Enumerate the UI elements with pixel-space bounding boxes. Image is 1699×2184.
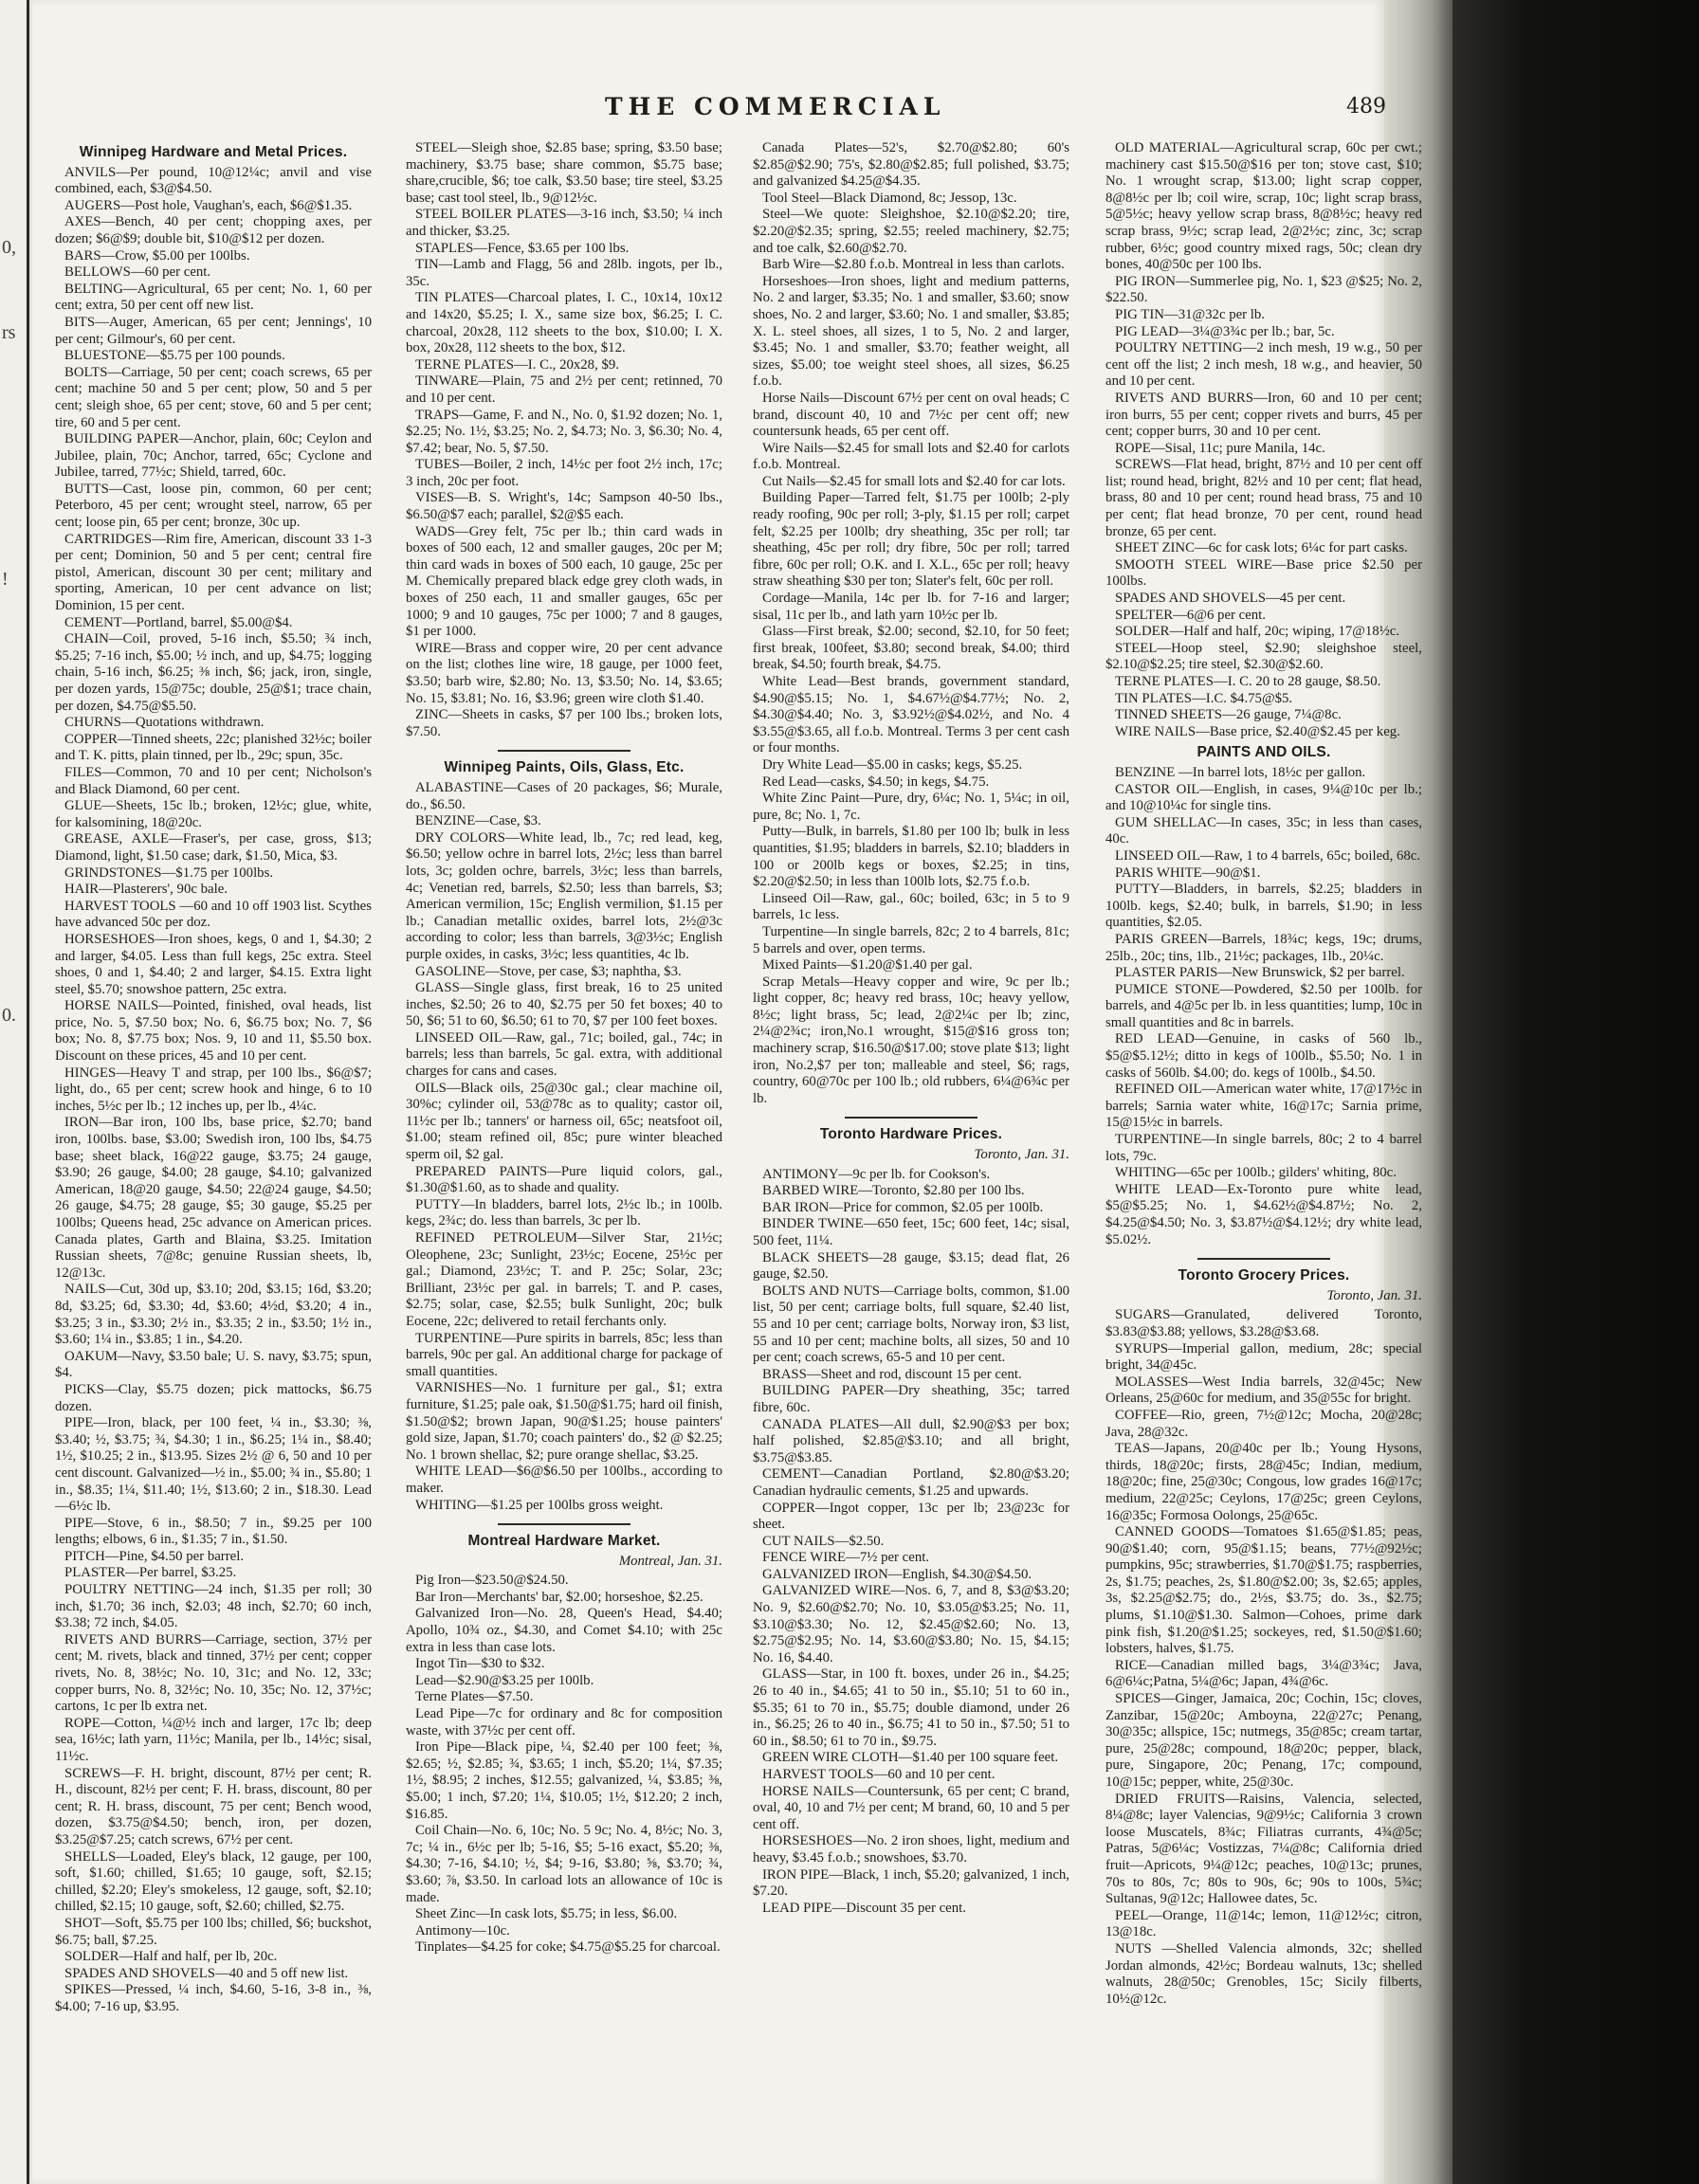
price-entry: Barb Wire—$2.80 f.o.b. Montreal in less than carlots.	[762, 257, 1065, 273]
column-1	[55, 140, 372, 2016]
price-entry: VARNISHES—No. 1 furniture per gal., $1; extra furniture, $1.25; pale oak, $1.50@$1.75; hard oil finish, $1.50@$2; brown Japan, 90@$1.25; house painters' gold size, Japan, $1.70; coach painters' do., $2 @ $2.25; No. 1 brown shellac, $2; pure orange shellac, $3.25.	[406, 1380, 722, 1463]
price-entry: MOLASSES—West India barrels, 32@45c; New Orleans, 25@60c for medium, and 35@55c for bright.	[1105, 1374, 1422, 1407]
column-2	[406, 140, 722, 1956]
price-entry: Mixed Paints—$1.20@$1.40 per gal.	[762, 957, 973, 974]
price-entry: TINWARE—Plain, 75 and 2½ per cent; retinned, 70 and 10 per cent.	[406, 373, 722, 406]
price-entry: DRY COLORS—White lead, lb., 7c; red lead, keg, $6.50; yellow ochre in barrel lots, 2½c; less than barrel lots, 3c; golden ochre, barrels, 3½c; less than barrels, 4c; Venetian red, barrels, $2.50; less than barrels, $3; American vermilion, 15c; English vermilion, $1.15 per lb.; Canadian metallic oxides, barrel lots, 2½@3c according to color; less than barrels, 3@3½c; English purple oxides, in casks, 3½c; less quantities, 4c lb.	[406, 829, 722, 962]
price-entry: HARVEST TOOLS—60 and 10 per cent.	[762, 1767, 996, 1782]
price-entry: BAR IRON—Price for common, $2.05 per 100lb.	[762, 1199, 1044, 1215]
section-heading: Toronto Hardware Prices.	[819, 1126, 1003, 1143]
price-entry: Horseshoes—Iron shoes, light and medium patterns, No. 2 and larger, $3.35; No. 1 and smaller, $3.60; snow shoes, No. 2 and larger, $3.60; No. 1 and smaller, $3.85; X. L. steel shoes, all sizes, 1 to 5, No. 2 and larger, $3.45; No. 1 and smaller, $3.70; feather weight, all sizes, $5.00; toe weight steel shoes, all sizes, $6.25 f.o.b.	[753, 273, 1069, 390]
price-entry: RICE—Canadian milled bags, 3¼@3¾c; Java, 6@6¼c;Patna, 5¼@6c; Japan, 4¾@6c.	[1105, 1657, 1422, 1690]
price-entry: Steel—We quote: Sleighshoe, $2.10@$2.20; tire, $2.20@$2.35; spring, $2.55; reeled machinery, $2.75; and toe calk, $2.60@$2.70.	[753, 207, 1069, 256]
price-entry: REFINED OIL—American water white, 17@17½c in barrels; Sarnia water white, 16@17c; Sarnia prime, 15@15½c in barrels.	[1105, 1082, 1422, 1131]
price-entry: PUMICE STONE—Powdered, $2.50 per 100lb. for barrels, and 4@5c per lb. in less quantities; lump, 10c in small quantities and 8c in barrels.	[1105, 981, 1422, 1030]
price-entry: BENZINE—Case, $3.	[415, 813, 541, 829]
price-list	[406, 1573, 722, 1956]
price-entry: Building Paper—Tarred felt, $1.75 per 100lb; 2-ply ready roofing, 90c per roll; 3-ply, $1.15 per roll; carpet felt, $2.25 per 100lb; dry sheathing, 35c per roll; tar sheathing, 45c per roll; dry fibre, 50c per roll; tarred fibre, 60c per roll; O.K. and I. X.L., 65c per roll; heavy straw sheathing $30 per ton; Slater's felt, 60c per roll.	[753, 490, 1069, 590]
price-entry: TUBES—Boiler, 2 inch, 14½c per foot 2½ inch, 17c; 3 inch, 20c per foot.	[406, 457, 722, 489]
adjacent-glyph: !	[2, 569, 9, 590]
price-entry: GLASS—Star, in 100 ft. boxes, under 26 in., $4.25; 26 to 40 in., $4.65; 41 to 50 in., $5.10; 51 to 60 in., $5.35; 61 to 70 in., $5.75; double diamond, under 26 in., $6.25; 26 to 40 in., $6.75; 41 to 50 in., $7.50; 51 to 60 in., $8.50; 61 to 70 in., $9.75.	[753, 1666, 1069, 1749]
price-entry: Lead Pipe—7c for ordinary and 8c for composition waste, with 37½c per cent off.	[406, 1706, 722, 1738]
price-entry: BUTTS—Cast, loose pin, common, 60 per cent; Peterboro, 45 per cent; wrought steel, narrow, 65 per cent; loose pin, 65 per cent; bronze, 30c up.	[55, 481, 372, 531]
price-entry: WHITING—$1.25 per 100lbs gross weight.	[415, 1497, 664, 1513]
price-entry: CARTRIDGES—Rim fire, American, discount 33 1-3 per cent; Dominion, 50 and 5 per cent; central fire pistol, American, discount 30 per cent; military and sporting, American, 10 per cent advance on list; Dominion, 15 per cent.	[55, 531, 372, 614]
price-entry: Red Lead—casks, $4.50; in kegs, $4.75.	[762, 774, 990, 790]
price-entry: ANVILS—Per pound, 10@12¼c; anvil and vise combined, each, $3@$4.50.	[55, 164, 372, 197]
price-entry: BELLOWS—60 per cent.	[64, 264, 211, 281]
price-entry: Sheet Zinc—In cask lots, $5.75; in less, $6.00.	[415, 1906, 678, 1922]
price-entry: GRINDSTONES—$1.75 per 100lbs.	[64, 864, 274, 881]
price-entry: Linseed Oil—Raw, gal., 60c; boiled, 63c; in 5 to 9 barrels, 1c less.	[753, 890, 1069, 923]
price-entry: TIN—Lamb and Flagg, 56 and 28lb. ingots, per lb., 35c.	[406, 257, 722, 289]
price-entry: SPADES AND SHOVELS—45 per cent.	[1115, 591, 1346, 607]
adjacent-glyph: rs	[2, 322, 16, 343]
adjacent-glyph: 0,	[2, 237, 16, 258]
section-heading: Winnipeg Hardware and Metal Prices.	[79, 144, 348, 160]
price-entry: CEMENT—Portland, barrel, $5.00@$4.	[64, 614, 293, 630]
price-entry: HORSESHOES—No. 2 iron shoes, light, medium and heavy, $3.45 f.o.b.; snowshoes, $3.70.	[753, 1833, 1069, 1866]
price-entry: WIRE NAILS—Base price, $2.40@$2.45 per keg.	[1115, 723, 1400, 739]
price-entry: GUM SHELLAC—In cases, 35c; in less than cases, 40c.	[1105, 814, 1422, 847]
price-entry: Turpentine—In single barrels, 82c; 2 to 4 barrels, 81c; 5 barrels and over, open terms.	[753, 923, 1069, 956]
price-entry: SPELTER—6@6 per cent.	[1115, 607, 1266, 623]
price-entry: BLUESTONE—$5.75 per 100 pounds.	[64, 348, 285, 364]
price-entry: HAIR—Plasterers', 90c bale.	[64, 882, 228, 898]
price-entry: STEEL BOILER PLATES—3-16 inch, $3.50; ¼ inch and thicker, $3.25.	[406, 207, 722, 239]
price-entry: BOLTS AND NUTS—Carriage bolts, common, $1.00 list, 50 per cent; carriage bolts, full square, $2.40 list, 55 and 10 per cent; carriage bolts, Norway iron, $3 list, 55 and 10 per cent; machine bolts, all sizes, 50 and 10 per cent; coach screws, 65-5 and 10 per cent.	[753, 1283, 1069, 1366]
price-entry: REFINED PETROLEUM—Silver Star, 21½c; Oleophene, 23c; Sunlight, 23½c; Eocene, 25½c per gal.; Diamond, 23½c; T. and P. 25c; Solar, 23c; Brilliant, 23½c per gal. in barrels; T. and P. cases, $2.75; solar, case, $2.55; bulk Sunlight, 20c; bulk Eocene, 22c; delivered to retail ferchants only.	[406, 1230, 722, 1329]
price-entry: PARIS GREEN—Barrels, 18¾c; kegs, 19c; drums, 25lb., 20c; tins, 1lb., 21½c; packages, 1lb., 20¼c.	[1105, 931, 1422, 964]
price-list	[406, 140, 722, 740]
price-entry: ROPE—Sisal, 11c; pure Manila, 14c.	[1115, 440, 1325, 456]
section-heading: PAINTS AND OILS.	[1197, 744, 1331, 761]
price-entry: TURPENTINE—Pure spirits in barrels, 85c; less than barrels, 90c per gal. An additional charge for package of small quantities.	[406, 1330, 722, 1379]
price-entry: Putty—Bulk, in barrels, $1.80 per 100 lb; bulk in less quantities, $1.95; bladders in barrels, $2.10; bladders in 100 or 200lb kegs or boxes, $2.25; in tins, $2.20@$2.50; in less than 100lb lots, $2.75 f.o.b.	[753, 824, 1069, 890]
price-entry: OLD MATERIAL—Agricultural scrap, 60c per cwt.; machinery cast $15.50@$16 per ton; stove cast, $10; No. 1 wrought scrap, $13.00; light scrap copper, 8@8½c per lb; coil wire, scrap, 10c; light scrap brass, 5@5½c; heavy yellow scrap brass, 8@8½c; heavy red scrap brass, 9½c; scrap lead, 2@2½c; zinc, 3c; scrap rubber, 6½c; good country mixed rags, 50c; clean dry bones, 40@50c per 100 lbs.	[1105, 140, 1422, 273]
price-entry: Dry White Lead—$5.00 in casks; kegs, $5.25.	[762, 756, 1023, 773]
price-entry: SCREWS—Flat head, bright, 87½ and 10 per cent off list; round head, bright, 82½ and 10 per cent; flat head, brass, 80 and 10 per cent; round head brass, 75 and 10 per cent; flat head bronze, 70 per cent, round head bronze, 65 per cent.	[1105, 457, 1422, 539]
price-entry: VISES—B. S. Wright's, 14c; Sampson 40-50 lbs., $6.50@$7 each; parallel, $2@$5 each.	[406, 490, 722, 523]
price-entry: TURPENTINE—In single barrels, 80c; 2 to 4 barrel lots, 79c.	[1105, 1132, 1422, 1164]
price-entry: PIPE—Iron, black, per 100 feet, ¼ in., $3.30; ⅜, $3.40; ½, $3.75; ¾, $4.30; 1 in., $6.25; 1¼ in., $8.40; 1½, $10.25; 2 in., $13.95. Sizes 2½ @ 6, 50 and 10 per cent discount. Galvanized—½ in., $5.00; ¾ in., $5.80; 1 in., $8.35; 1¼, $11.40; 1½, $13.60; 2 in., $18.30. Lead—6½c lb.	[55, 1415, 372, 1515]
price-entry: Antimony—10c.	[415, 1922, 510, 1938]
price-entry: TRAPS—Game, F. and N., No. 0, $1.92 dozen; No. 1, $2.25; No. 1½, $3.25; No. 2, $4.73; No. 3, $6.30; No. 4, $7.42; bear, No. 5, $7.50.	[406, 407, 722, 456]
price-entry: BINDER TWINE—650 feet, 15c; 600 feet, 14c; sisal, 500 feet, 11¼.	[753, 1216, 1069, 1248]
page-number: 489	[1346, 95, 1386, 118]
price-entry: HARVEST TOOLS —60 and 10 off 1903 list. Scythes have advanced 50c per doz.	[55, 898, 372, 931]
price-entry: PIG LEAD—3¼@3¾c per lb.; bar, 5c.	[1115, 323, 1335, 339]
price-entry: BARBED WIRE—Toronto, $2.80 per 100 lbs.	[762, 1183, 1025, 1199]
price-entry: PLASTER—Per barrel, $3.25.	[64, 1565, 237, 1581]
price-entry: GLUE—Sheets, 15c lb.; broken, 12½c; glue, white, for kalsomining, 18@20c.	[55, 798, 372, 830]
price-entry: CHAIN—Coil, proved, 5-16 inch, $5.50; ¾ inch, $5.25; 7-16 inch, $5.00; ½ inch, and up, $4.75; logging chain, 5-16 inch, $6.25; ⅜ inch, $6; jack, iron, single, per dozen yards, 15@75c; double, 25@$1; trace chain, per dozen, $4.75@$5.50.	[55, 631, 372, 714]
price-entry: ZINC—Sheets in casks, $7 per 100 lbs.; broken lots, $7.50.	[406, 707, 722, 739]
price-entry: Ingot Tin—$30 to $32.	[415, 1656, 545, 1672]
price-entry: HINGES—Heavy T and strap, per 100 lbs., $6@$7; light, do., 65 per cent; screw hook and hinge, 6 to 10 inches, 5½c per lb.; 12 inches up, per lb., 4¼c.	[55, 1065, 372, 1114]
price-entry: OAKUM—Navy, $3.50 bale; U. S. navy, $3.75; spun, $4.	[55, 1348, 372, 1381]
price-list	[55, 165, 372, 2016]
price-entry: GREEN WIRE CLOTH—$1.40 per 100 square feet.	[762, 1750, 1059, 1766]
price-entry: PREPARED PAINTS—Pure liquid colors, gal., $1.30@$1.60, as to shade and quality.	[406, 1163, 722, 1196]
price-entry: SPICES—Ginger, Jamaica, 20c; Cochin, 15c; cloves, Zanzibar, 15@20c; Amboyna, 22@27c; Penang, 30@35c; allspice, 15c; nutmegs, 35@85c; cream tartar, pure, 25@28c; compound, 18@20c; pepper, black, pure, Singapore, 20c; Penang, 17c; compound, 10@15c; pepper, white, 25@30c.	[1105, 1691, 1422, 1790]
column-3	[753, 140, 1069, 1917]
price-entry: SMOOTH STEEL WIRE—Base price $2.50 per 100lbs.	[1105, 556, 1422, 590]
price-entry: SPIKES—Pressed, ¼ inch, $4.60, 5-16, 3-8 in., ⅜, $4.00; 7-16 up, $3.95.	[55, 1982, 372, 2014]
price-entry: STEEL—Sleigh shoe, $2.85 base; spring, $3.50 base; machinery, $3.75 base; share common, $5.75 base; share,crucible, $6; toe calk, $3.50 base; tire steel, $3.25 base; cast tool steel, lb., 9@12½c.	[406, 140, 722, 206]
price-entry: NAILS—Cut, 30d up, $3.10; 20d, $3.15; 16d, $3.20; 8d, $3.25; 6d, $3.30; 4d, $3.60; 4½d, $3.20; 4 in., $3.25; 3 in., $3.30; 2½ in., $3.35; 2 in., $3.50; 1½ in., $3.60; 1¼ in., $3.85; 1 in., $4.20.	[55, 1282, 372, 1348]
price-entry: PUTTY—Bladders, in barrels, $2.25; bladders in 100lb. kegs, $2.40; bulk, in barrels, $1.90; in less quantities, $2.05.	[1105, 882, 1422, 931]
section-divider	[498, 1523, 630, 1525]
price-entry: PEEL—Orange, 11@14c; lemon, 11@12½c; citron, 13@18c.	[1105, 1907, 1422, 1940]
price-entry: TIN PLATES—I.C. $4.75@$5.	[1115, 690, 1293, 706]
price-entry: PARIS WHITE—90@$1.	[1115, 864, 1261, 881]
price-entry: Glass—First break, $2.00; second, $2.10, for 50 feet; first break, 100feet, $3.80; second break, $4.00; third break, $4.50; fourth break, $4.75.	[753, 624, 1069, 673]
price-entry: SHOT—Soft, $5.75 per 100 lbs; chilled, $6; buckshot, $6.75; ball, $7.25.	[55, 1915, 372, 1948]
price-entry: SOLDER—Half and half, per lb, 20c.	[64, 1949, 278, 1965]
price-entry: WADS—Grey felt, 75c per lb.; thin card wads in boxes of 500 each, 12 and smaller gauges, 20c per M; thin card wads in boxes of 500 each, 10 gauge, 25c per M. Chemically prepared black edge grey cloth wads, in boxes of 250 each, 11 and smaller gauges, 65c per 1000; 9 and 10 gauges, 75c per 1000; 7 and 8 gauges, $1 per 1000.	[406, 523, 722, 640]
price-entry: AUGERS—Post hole, Vaughan's, each, $6@$1.35.	[64, 197, 353, 213]
price-entry: IRON—Bar iron, 100 lbs, base price, $2.70; band iron, 100lbs. base, $3.00; Swedish iron, 100 lbs, $4.75 base; sheet black, 16@22 gauge, $3.75; 24 gauge, $3.90; 26 gauge, $4.00; 28 gauge, $4.10; galvanized American, 18@20 gauge, $4.50; 22@24 gauge, $4.50; 26 gauge, $4.75; 28 gauge, $5; 30 gauge, $5.25 per 100lbs; Queens head, 25c advance on American prices. Canada plates, Garth and Blaina, $3.25. Imitation Russian sheets, 7@8c; genuine Russian sheets, lb, 12@13c.	[55, 1115, 372, 1281]
price-entry: ROPE—Cotton, ¼@½ inch and larger, 17c lb; deep sea, 16½c; lath yarn, 11½c; Manila, per lb., 14½c; sisal, 11½c.	[55, 1715, 372, 1764]
section-divider	[498, 750, 630, 752]
section-heading: Winnipeg Paints, Oils, Glass, Etc.	[444, 759, 685, 776]
price-entry: ANTIMONY—9c per lb. for Cookson's.	[762, 1166, 991, 1182]
section-divider	[845, 1117, 977, 1119]
price-entry: Tinplates—$4.25 for coke; $4.75@$5.25 for charcoal.	[415, 1939, 721, 1956]
price-entry: BARS—Crow, $5.00 per 100lbs.	[64, 247, 250, 264]
price-entry: Terne Plates—$7.50.	[415, 1689, 534, 1705]
price-entry: GASOLINE—Stove, per case, $3; naphtha, $3.	[415, 963, 682, 979]
price-entry: BUILDING PAPER—Anchor, plain, 60c; Ceylon and Jubilee, plain, 70c; Anchor, tarred, 65c; Cyclone and Jubilee, tarred, 77½c; Shield, tarred, 60c.	[55, 431, 372, 481]
price-entry: PITCH—Pine, $4.50 per barrel.	[64, 1548, 245, 1564]
price-entry: SHEET ZINC—6c for cask lots; 6¼c for part casks.	[1115, 540, 1408, 556]
price-entry: TERNE PLATES—I. C. 20 to 28 gauge, $8.50.	[1115, 674, 1381, 689]
price-entry: Horse Nails—Discount 67½ per cent on oval heads; C brand, discount 40, 10 and 7½c per cent off; new countersunk heads, 65 per cent off.	[753, 390, 1069, 440]
price-entry: HORSE NAILS—Countersunk, 65 per cent; C brand, oval, 40, 10 and 7½ per cent; M brand, 60, 10 and 5 per cent off.	[753, 1783, 1069, 1832]
price-entry: BUILDING PAPER—Dry sheathing, 35c; tarred fibre, 60c.	[753, 1383, 1069, 1415]
price-entry: SUGARS—Granulated, delivered Toronto, $3.83@$3.88; yellows, $3.28@$3.68.	[1105, 1307, 1422, 1339]
price-entry: GALVANIZED WIRE—Nos. 6, 7, and 8, $3@$3.20; No. 9, $2.60@$2.70; No. 10, $3.05@$3.25; No. 11, $3.10@$3.30; No. 12, $2.45@$2.60; No. 13, $2.75@$2.95; No. 14, $3.60@$3.80; No. 15, $4.15; No. 16, $4.40.	[753, 1583, 1069, 1665]
price-entry: OILS—Black oils, 25@30c gal.; clear machine oil, 30%c; cylinder oil, 53@78c as to quality; castor oil, 11½c per lb.; tanners' or harness oil, 65c; neatsfoot oil, $1.00; steam refined oil, 85c; pure winter bleached sperm oil, $2 gal.	[406, 1080, 722, 1163]
price-entry: GREASE, AXLE—Fraser's, per case, gross, $13; Diamond, light, $1.50 case; dark, $1.50, Mica, $3.	[55, 831, 372, 864]
price-entry: BLACK SHEETS—28 gauge, $3.15; dead flat, 26 gauge, $2.50.	[753, 1249, 1069, 1283]
price-list	[753, 140, 1069, 1107]
price-list	[753, 1167, 1069, 1918]
price-entry: BELTING—Agricultural, 65 per cent; No. 1, 60 per cent; extra, 50 per cent off new list.	[55, 281, 372, 314]
price-entry: COPPER—Ingot copper, 13c per lb; 23@23c for sheet.	[753, 1500, 1069, 1533]
price-entry: Wire Nails—$2.45 for small lots and $2.40 for carlots f.o.b. Montreal.	[753, 440, 1069, 473]
price-entry: Cordage—Manila, 14c per lb. for 7-16 and larger; sisal, 11c per lb., and lath yarn 10½c per lb.	[753, 591, 1069, 623]
price-entry: RED LEAD—Genuine, in casks of 560 lb., $5@$5.12½; ditto in kegs of 100lb., $5.50; No. 1 in casks of 560lb. $4.00; do. kegs of 100lb., $4.50.	[1105, 1031, 1422, 1081]
price-entry: CANADA PLATES—All dull, $2.90@$3 per box; half polished, $2.85@$3.10; and all bright, $3.75@$3.85.	[753, 1416, 1069, 1465]
price-entry: Pig Iron—$23.50@$24.50.	[415, 1573, 569, 1589]
price-entry: ALABASTINE—Cases of 20 packages, $6; Murale, do., $6.50.	[406, 779, 722, 812]
price-entry: PIG TIN—31@32c per lb.	[1115, 306, 1266, 322]
page-header	[32, 93, 1384, 131]
running-title: THE COMMERCIAL	[605, 93, 946, 120]
price-list	[406, 780, 722, 1514]
price-entry: DRIED FRUITS—Raisins, Valencia, selected, 8¼@8c; layer Valencias, 9@9½c; California 3 crown loose Muscatels, 8¾c; Filiatras currants, 4¾@5c; Patras, 5@6¼c; Vostizzas, 7¼@8c; California dried fruit—Apricots, 9¼@12c; peaches, 10@13c; prunes, 70s to 80s, 7c; 80s to 90s, 6c; 90s to 100s, 5¾c; Sultanas, 9@12c; Hallowee dates, 5c.	[1105, 1791, 1422, 1907]
price-entry: NUTS —Shelled Valencia almonds, 32c; shelled Jordan almonds, 42½c; Bordeau walnuts, 13c; shelled walnuts, 28@50c; Grenobles, 15c; Sicily filberts, 10½@12c.	[1105, 1940, 1422, 2007]
price-list	[1105, 765, 1422, 1248]
section-heading: Toronto Grocery Prices.	[1178, 1267, 1350, 1284]
price-entry: TINNED SHEETS—26 gauge, 7¼@8c.	[1115, 707, 1342, 723]
price-entry: SPADES AND SHOVELS—40 and 5 off new list.	[64, 1965, 349, 1981]
price-entry: CASTOR OIL—English, in cases, 9¼@10c per lb.; and 10@10¼c for single tins.	[1105, 781, 1422, 814]
price-entry: LEAD PIPE—Discount 35 per cent.	[762, 1900, 966, 1916]
price-entry: HORSESHOES—Iron shoes, kegs, 0 and 1, $4.30; 2 and larger, $4.05. Less than full kegs, 25c extra. Steel shoes, 0 and 1, $4.40; 2 and larger, $4.15. Extra light steel, $5.70; snowshoe pattern, 25c extra.	[55, 931, 372, 997]
price-entry: LINSEED OIL—Raw, 1 to 4 barrels, 65c; boiled, 68c.	[1115, 847, 1421, 864]
price-entry: AXES—Bench, 40 per cent; chopping axes, per dozen; $6@$9; double bit, $10@$12 per dozen.	[55, 214, 372, 246]
price-entry: White Lead—Best brands, government standard, $4.90@$5.15; No. 1, $4.67½@$4.77½; No. 2, $4.30@$4.40; No. 3, $3.92½@$4.02½, and No. 4 $3.55@$3.65, all f.o.b. Montreal. Terms 3 per cent cash or four months.	[753, 674, 1069, 756]
price-entry: CANNED GOODS—Tomatoes $1.65@$1.85; peas, 90@$1.40; corn, 95@$1.15; beans, 77½@92½c; pumpkins, 95c; strawberries, $1.70@$1.75; raspberries, 2s, $1.75; peaches, 2s, $1.80@$2.00; 3s, $2.65; apples, 3s, $2.25@$2.75; do., 2½s, $3.75; do. 3s., $2.75; plums, $1.10@$1.30. Salmon—Cohoes, prime dark pink fish, $1.20@$1.25; sockeyes, red, $1.50@$1.60; lobsters, halves, $1.75.	[1105, 1524, 1422, 1657]
price-entry: Galvanized Iron—No. 28, Queen's Head, $4.40; Apollo, 10¾ oz., $4.30, and Comet $4.10; with 25c extra in less than case lots.	[406, 1606, 722, 1655]
dateline: Toronto, Jan. 31.	[1326, 1287, 1422, 1303]
price-entry: TIN PLATES—Charcoal plates, I. C., 10x14, 10x12 and 14x20, $5.25; I. X., same size box, $6.25; I. C. charcoal, 20x28, 112 sheets to the box, $10.00; I. X. box, 20x28, 112 sheets to the box, $12.	[406, 290, 722, 356]
price-entry: White Zinc Paint—Pure, dry, 6¼c; No. 1, 5¼c; in oil, pure, 8c; No. 1, 7c.	[753, 791, 1069, 823]
column-4	[1105, 140, 1422, 2008]
price-entry: GLASS—Single glass, first break, 16 to 25 united inches, $2.50; 26 to 40, $2.75 per 50 fet boxes; 40 to 50, $6; 51 to 60, $6.50; 61 to 70, $7 per 100 feet boxes.	[406, 980, 722, 1029]
price-entry: CUT NAILS—$2.50.	[762, 1533, 885, 1549]
section-divider	[1197, 1258, 1330, 1260]
price-entry: TEAS—Japans, 20@40c per lb.; Young Hysons, thirds, 18@20c; firsts, 28@45c; Indian, medium, 18@20c; fine, 25@30c; Congous, low grades 16@17c; medium, 22@25c; Ceylons, 17@25c; green Ceylons, 16@35c; Formosa Oolongs, 25@65c.	[1105, 1441, 1422, 1523]
price-entry: GALVANIZED IRON—English, $4.30@$4.50.	[762, 1566, 1032, 1582]
adjacent-glyph: 0.	[2, 1005, 16, 1026]
price-entry: Cut Nails—$2.45 for small lots and $2.40 for car lots.	[762, 473, 1066, 489]
price-entry: Lead—$2.90@$3.25 per 100lb.	[415, 1672, 594, 1688]
price-entry: FILES—Common, 70 and 10 per cent; Nicholson's and Black Diamond, 60 per cent.	[55, 764, 372, 797]
price-entry: PUTTY—In bladders, barrel lots, 2½c lb.; in 100lb. kegs, 2¾c; do. less than barrels, 3c per lb.	[406, 1196, 722, 1229]
price-entry: LINSEED OIL—Raw, gal., 71c; boiled, gal., 74c; in barrels; less than barrels, 5c gal. extra, with additional charges for cans and cases.	[406, 1029, 722, 1080]
adjacent-page-strip	[0, 0, 29, 2184]
price-entry: TERNE PLATES—I. C., 20x28, $9.	[415, 356, 619, 373]
price-entry: Canada Plates—52's, $2.70@$2.80; 60's $2.85@$2.90; 75's, $2.80@$2.85; full polished, $3.75; and galvanized $4.25@$4.35.	[753, 140, 1069, 190]
book-cover-edge	[1452, 0, 1699, 2184]
price-entry: COFFEE—Rio, green, 7½@12c; Mocha, 20@28c; Java, 28@32c.	[1105, 1407, 1422, 1440]
price-entry: CEMENT—Canadian Portland, $2.80@$3.20; Canadian hydraulic cements, $1.25 and upwards.	[753, 1466, 1069, 1499]
price-entry: SHELLS—Loaded, Eley's black, 12 gauge, per 100, soft, $1.60; chilled, $1.65; 10 gauge, soft, $2.15; chilled, $2.20; Eley's smokeless, 12 gauge, soft, $2.10; chilled, $2.15; 10 gauge, soft, $2.60; chilled, $2.75.	[55, 1848, 372, 1915]
price-list	[1105, 1307, 1422, 2008]
price-entry: PICKS—Clay, $5.75 dozen; pick mattocks, $6.75 dozen.	[55, 1381, 372, 1414]
price-entry: BITS—Auger, American, 65 per cent; Jennings', 10 per cent; Gilmour's, 60 per cent.	[55, 314, 372, 347]
price-entry: Scrap Metals—Heavy copper and wire, 9c per lb.; light copper, 8c; heavy red brass, 10c; heavy yellow, 8½c; light brass, 5c; lead, 2@2¼c per lb; zinc, 2¼@2¾c; iron,No.1 wrought, $15@$16 gross ton; machinery scrap, $16.50@$17.00; stove plate $13; light iron, No.2,$7 per ton; malleable and steel, $6; rags, country, 60@70c per 100 lb.; old rubbers, 6¼@6¾c per lb.	[753, 974, 1069, 1106]
price-entry: POULTRY NETTING—24 inch, $1.35 per roll; 30 inch, $1.70; 36 inch, $2.03; 48 inch, $2.70; 60 inch, $3.38; 72 inch, $4.05.	[55, 1582, 372, 1631]
price-entry: STEEL—Hoop steel, $2.90; sleighshoe steel, $2.10@$2.25; tire steel, $2.30@$2.60.	[1105, 640, 1422, 673]
price-entry: RIVETS AND BURRS—Carriage, section, 37½ per cent; M. rivets, black and tinned, 37½ per cent; copper rivets, No. 8, 38½c; No. 10, 31c; and No. 12, 33c; copper burrs, No. 8, 32½c; No. 10, 35c; No. 12, 37½c; cartons, 1c per lb extra net.	[55, 1631, 372, 1715]
price-entry: WHITING—65c per 100lb.; gilders' whiting, 80c.	[1115, 1165, 1397, 1181]
price-entry: PIPE—Stove, 6 in., $8.50; 7 in., $9.25 per 100 lengths; elbows, 6 in., $1.35; 7 in., $1.50.	[55, 1515, 372, 1548]
price-entry: BENZINE —In barrel lots, 18½c per gallon.	[1115, 764, 1366, 780]
price-entry: STAPLES—Fence, $3.65 per 100 lbs.	[415, 240, 630, 256]
price-entry: CHURNS—Quotations withdrawn.	[64, 715, 265, 731]
price-entry: SYRUPS—Imperial gallon, medium, 28c; special bright, 34@45c.	[1105, 1340, 1422, 1374]
price-entry: RIVETS AND BURRS—Iron, 60 and 10 per cent; iron burrs, 55 per cent; copper rivets and burrs, 45 per cent; copper burrs, 30 and 10 per cent.	[1105, 390, 1422, 440]
price-entry: Bar Iron—Merchants' bar, $2.00; horseshoe, $2.25.	[415, 1589, 703, 1605]
price-entry: COPPER—Tinned sheets, 22c; planished 32½c; boiler and T. K. pitts, plain tinned, per lb., 29c; spun, 35c.	[55, 731, 372, 764]
price-entry: Coil Chain—No. 6, 10c; No. 5 9c; No. 4, 8½c; No. 3, 7c; ¼ in., 6½c per lb; 5-16, $5; 5-16 exact, $5.20; ⅜, $4.30; 7-16, $4.10; ½, $4; 9-16, $3.80; ⅝, $3.70; ¾, $3.60; ⅞, $3.50. In carload lots an allowance of 10c is made.	[406, 1823, 722, 1905]
price-entry: Tool Steel—Black Diamond, 8c; Jessop, 13c.	[762, 190, 1017, 206]
price-list	[1105, 140, 1422, 740]
dateline: Toronto, Jan. 31.	[974, 1147, 1069, 1163]
price-entry: FENCE WIRE—7½ per cent.	[762, 1550, 930, 1566]
dateline: Montreal, Jan. 31.	[618, 1553, 722, 1569]
price-entry: IRON PIPE—Black, 1 inch, $5.20; galvanized, 1 inch, $7.20.	[753, 1866, 1069, 1900]
price-entry: SOLDER—Half and half, 20c; wiping, 17@18½c.	[1115, 624, 1400, 640]
price-entry: WIRE—Brass and copper wire, 20 per cent advance on the list; clothes line wire, 18 gauge, per 1000 feet, $3.50; barb wire, $2.80; No. 13, $3.50; No. 14, $3.65; No. 15, $3.81; No. 16, $3.96; green wire cloth $1.40.	[406, 640, 722, 706]
price-entry: BRASS—Sheet and rod, discount 15 per cent.	[762, 1366, 1022, 1382]
price-entry: SCREWS—F. H. bright, discount, 87½ per cent; R. H., discount, 82½ per cent; F. H. brass, discount, 80 per cent; R. H. brass, discount, 75 per cent; Bench wood, dozen, $3.75@$4.50; bench, iron, per dozen, $3.25@$7.25; catch screws, 67½ per cent.	[55, 1765, 372, 1847]
price-entry: HORSE NAILS—Pointed, finished, oval heads, list price, No. 5, $7.50 box; No. 6, $6.75 box; No. 7, $6 box; No. 8, $7.75 box; Nos. 9, 10 and 11, $5.50 box. Discount on these prices, 45 and 10 per cent.	[55, 998, 372, 1065]
price-entry: WHITE LEAD—$6@$6.50 per 100lbs., according to maker.	[406, 1464, 722, 1496]
price-entry: WHITE LEAD—Ex-Toronto pure white lead, $5@$5.25; No. 1, $4.62½@$4.87½; No. 2, $4.25@$4.50; No. 3, $3.87½@$4.12½; dry white lead, $5.02½.	[1105, 1181, 1422, 1247]
price-entry: POULTRY NETTING—2 inch mesh, 19 w.g., 50 per cent off the list; 2 inch mesh, 18 w.g., and heavier, 50 and 10 per cent.	[1105, 340, 1422, 390]
price-entry: BOLTS—Carriage, 50 per cent; coach screws, 65 per cent; machine 50 and 5 per cent; plow, 50 and 5 per cent; sleigh shoe, 65 per cent; stove, 60 and 5 per cent; tire, 60 and 5 per cent.	[55, 364, 372, 430]
price-entry: Iron Pipe—Black pipe, ¼, $2.40 per 100 feet; ⅜, $2.65; ½, $2.85; ¾, $3.65; 1 inch, $5.20; 1¼, $7.35; 1½, $8.95; 2 inches, $12.55; galvanized, ¼, $3.85; ⅜, $5.00; 1 inch, $7.20; 1¼, $10.05; 1½, $12.20; 2 inch, $16.85.	[406, 1739, 722, 1822]
price-entry: PLASTER PARIS—New Brunswick, $2 per barrel.	[1115, 965, 1405, 981]
section-heading: Montreal Hardware Market.	[467, 1533, 661, 1550]
price-entry: PIG IRON—Summerlee pig, No. 1, $23 @$25; No. 2, $22.50.	[1105, 273, 1422, 306]
